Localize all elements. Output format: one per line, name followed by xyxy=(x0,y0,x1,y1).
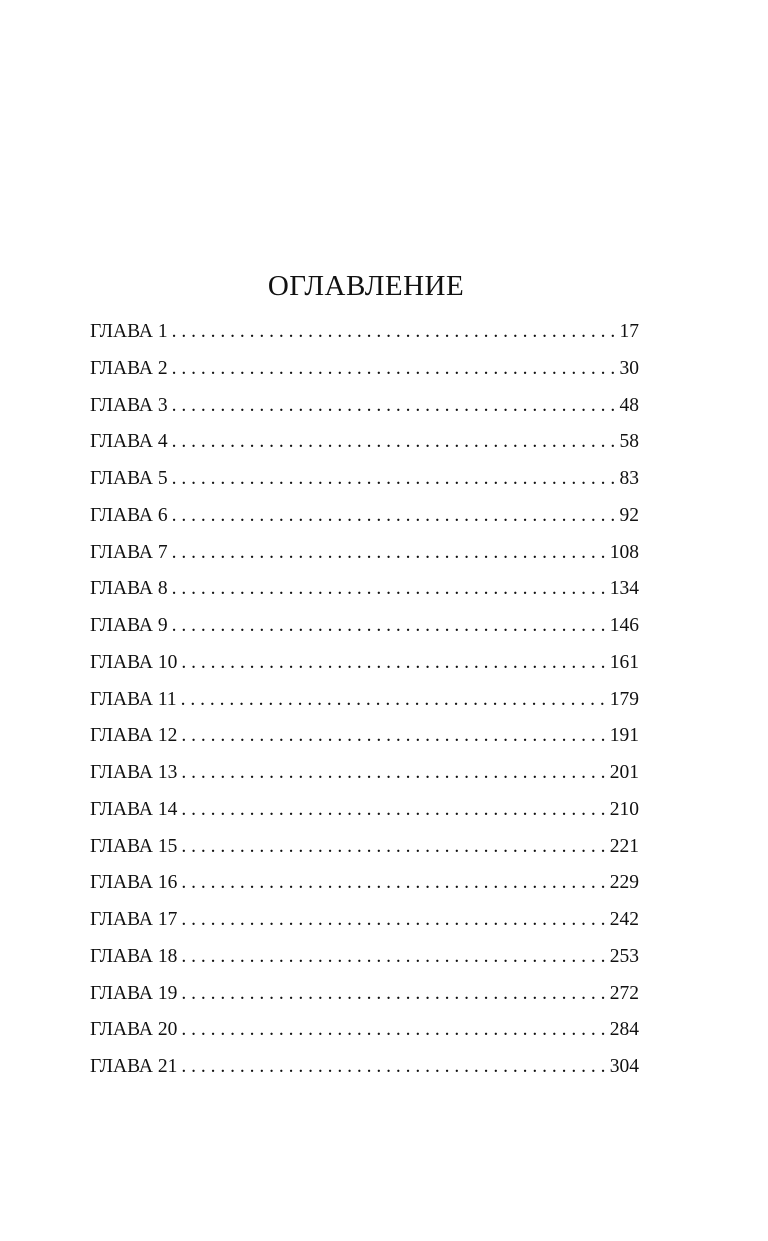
toc-dot-leader xyxy=(172,498,618,535)
toc-entry-page: 92 xyxy=(619,504,639,526)
toc-entry[interactable] xyxy=(90,1049,639,1086)
toc-entry[interactable] xyxy=(90,829,639,866)
toc-dot-leader xyxy=(172,351,618,388)
toc-entry-page: 58 xyxy=(619,431,639,453)
toc-dot-leader xyxy=(181,645,607,682)
toc-dot-leader xyxy=(181,976,607,1013)
toc-entry-label: ГЛАВА 12 xyxy=(90,725,178,747)
toc-entry-page: 179 xyxy=(609,688,639,710)
toc-entry[interactable] xyxy=(90,461,639,498)
toc-entry-page: 161 xyxy=(609,651,639,673)
toc-entry[interactable] xyxy=(90,571,639,608)
toc-entry[interactable] xyxy=(90,388,639,425)
toc-entry[interactable] xyxy=(90,608,639,645)
toc-dot-leader xyxy=(172,571,608,608)
toc-entry-page: 30 xyxy=(619,357,639,379)
toc-entry-label: ГЛАВА 5 xyxy=(90,468,168,489)
toc-dot-leader xyxy=(181,718,607,755)
toc-entry[interactable] xyxy=(90,976,639,1013)
toc-entry-label: ГЛАВА 1 xyxy=(90,321,168,342)
toc-entry-label: ГЛАВА 16 xyxy=(90,872,178,894)
toc-dot-leader xyxy=(172,608,608,645)
toc-entry-label: ГЛАВА 19 xyxy=(90,982,178,1004)
toc-entry[interactable] xyxy=(90,902,639,939)
toc-entry-label: ГЛАВА 6 xyxy=(90,504,168,526)
toc-entry-label: ГЛАВА 3 xyxy=(90,394,168,416)
toc-entry-page: 284 xyxy=(609,1019,639,1041)
toc-entry-page: 253 xyxy=(609,945,639,967)
toc-entry[interactable] xyxy=(90,498,639,535)
toc-entry-page: 201 xyxy=(609,762,639,783)
toc-entry[interactable] xyxy=(90,314,639,351)
toc-dot-leader xyxy=(181,755,607,792)
toc-dot-leader xyxy=(181,865,607,902)
toc-entry-page: 191 xyxy=(609,725,639,747)
toc-entry-page: 134 xyxy=(609,578,639,600)
toc-dot-leader xyxy=(172,461,618,498)
toc-entry[interactable] xyxy=(90,718,639,755)
toc-entry[interactable] xyxy=(90,939,639,976)
toc-entry-page: 210 xyxy=(609,798,639,820)
toc-entry[interactable] xyxy=(90,755,639,792)
toc-entry-label: ГЛАВА 9 xyxy=(90,615,168,636)
toc-entry-label: ГЛАВА 20 xyxy=(90,1019,178,1041)
toc-entry-label: ГЛАВА 2 xyxy=(90,357,168,379)
toc-dot-leader xyxy=(181,792,607,829)
toc-entry-page: 17 xyxy=(619,321,639,342)
toc-dot-leader xyxy=(181,829,607,866)
toc-entry[interactable] xyxy=(90,351,639,388)
toc-title: ОГЛАВЛЕНИЕ xyxy=(267,270,465,302)
toc-entry[interactable] xyxy=(90,535,639,572)
toc-entry-page: 272 xyxy=(609,982,639,1004)
toc-entry-label: ГЛАВА 8 xyxy=(90,578,168,600)
toc-dot-leader xyxy=(172,388,618,425)
toc-entry-label: ГЛАВА 14 xyxy=(90,798,178,820)
toc-entry[interactable] xyxy=(90,792,639,829)
toc-entry[interactable] xyxy=(90,865,639,902)
toc-entry-page: 242 xyxy=(609,909,639,930)
toc-entry[interactable] xyxy=(90,424,639,461)
toc-entry-page: 229 xyxy=(609,872,639,894)
toc-dot-leader xyxy=(172,535,608,572)
toc-entry[interactable] xyxy=(90,645,639,682)
toc-dot-leader xyxy=(181,1049,607,1086)
toc-entry[interactable] xyxy=(90,682,639,719)
toc-entry-label: ГЛАВА 13 xyxy=(90,762,178,783)
toc-entry-label: ГЛАВА 10 xyxy=(90,651,178,673)
toc-dot-leader xyxy=(172,314,618,351)
toc-entry-label: ГЛАВА 7 xyxy=(90,541,168,563)
toc-entry-label: ГЛАВА 15 xyxy=(90,835,178,857)
toc-entry-page: 83 xyxy=(619,468,639,489)
toc-entry-label: ГЛАВА 11 xyxy=(90,688,177,710)
toc-entry-page: 48 xyxy=(619,394,639,416)
toc-dot-leader xyxy=(181,1012,607,1049)
toc-entry-page: 221 xyxy=(609,835,639,857)
toc-entry-label: ГЛАВА 17 xyxy=(90,909,178,930)
toc-entry-label: ГЛАВА 18 xyxy=(90,945,178,967)
toc-dot-leader xyxy=(181,682,608,719)
toc-dot-leader xyxy=(181,939,607,976)
toc-dot-leader xyxy=(181,902,607,939)
toc-entry[interactable] xyxy=(90,1012,639,1049)
toc-entry-label: ГЛАВА 4 xyxy=(90,431,168,453)
toc-list xyxy=(90,314,639,1086)
toc-entry-page: 146 xyxy=(609,615,639,636)
toc-entry-label: ГЛАВА 21 xyxy=(90,1056,178,1077)
toc-dot-leader xyxy=(172,424,618,461)
toc-entry-page: 108 xyxy=(609,541,639,563)
toc-entry-page: 304 xyxy=(609,1056,639,1077)
